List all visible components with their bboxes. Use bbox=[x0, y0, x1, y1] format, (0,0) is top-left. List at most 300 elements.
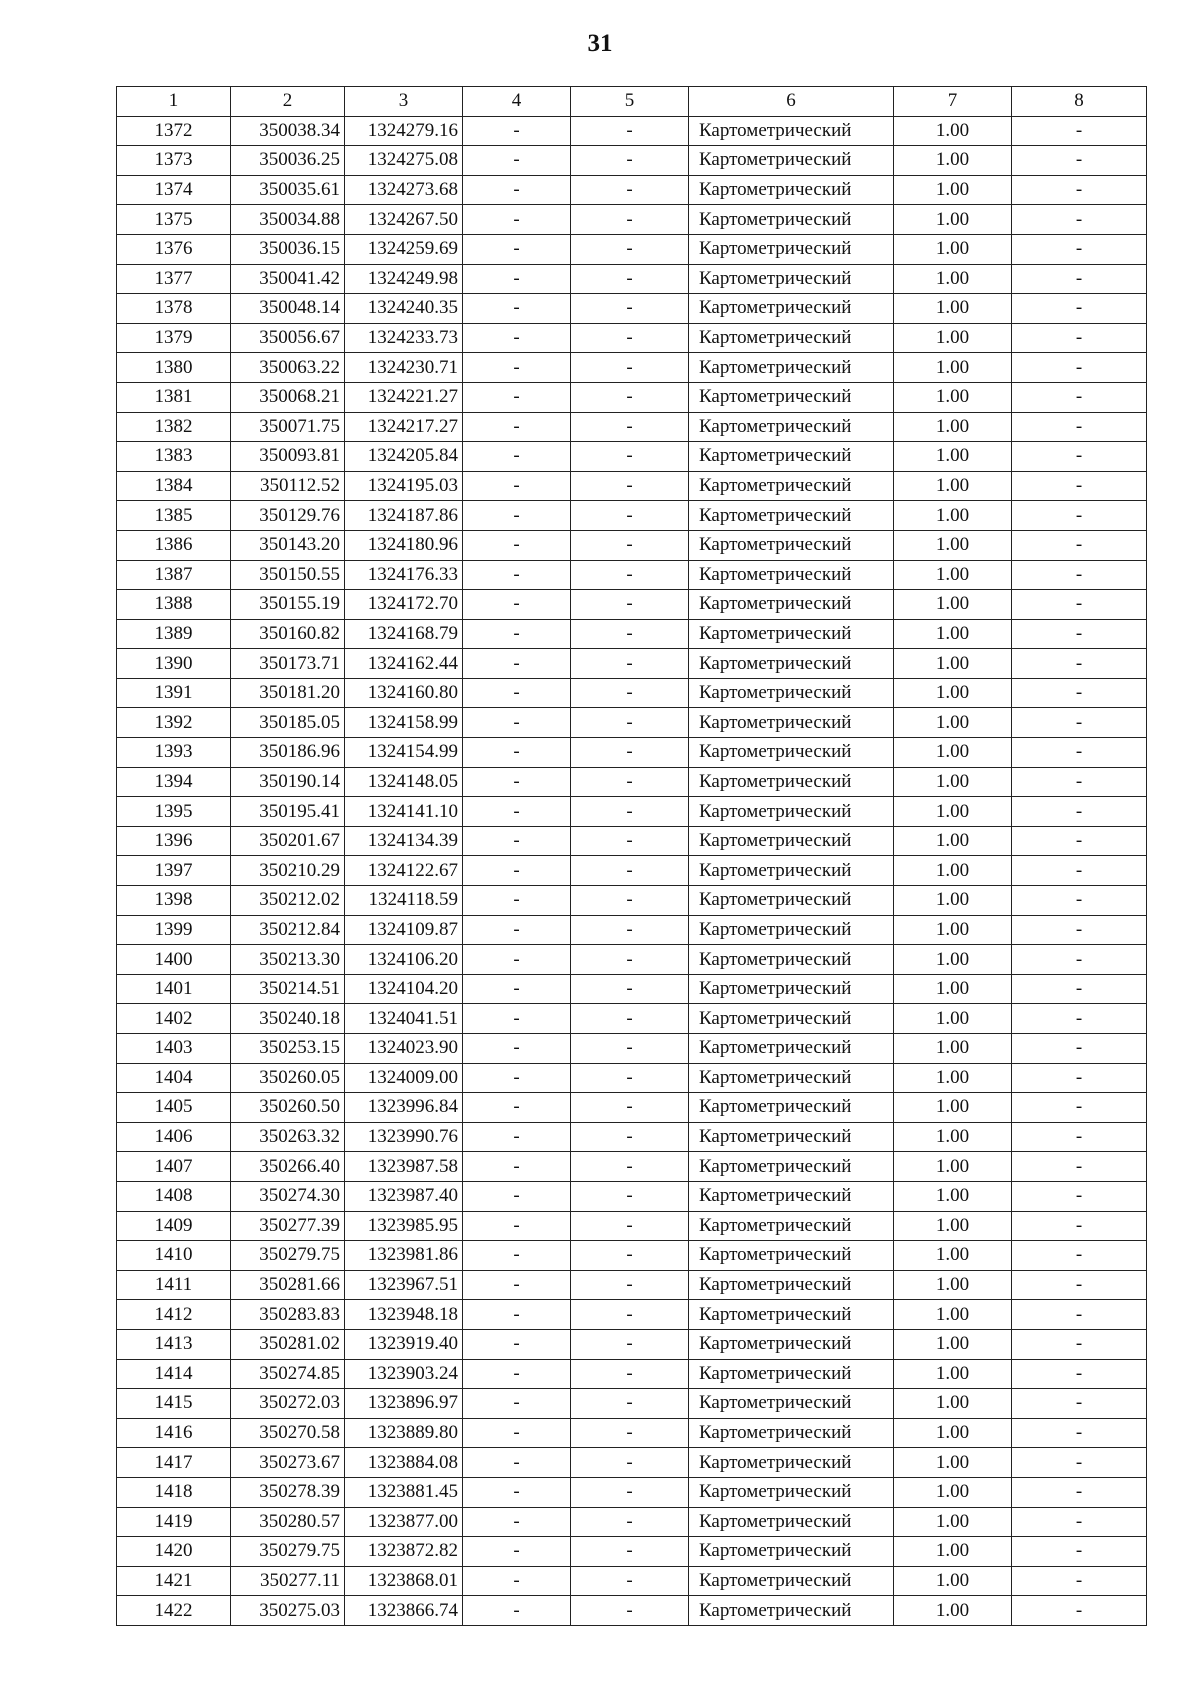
method-cell: Картометрический bbox=[689, 1359, 894, 1389]
point-number-cell: 1406 bbox=[117, 1122, 231, 1152]
y-coordinate-cell: 1323987.40 bbox=[345, 1181, 463, 1211]
column-header: 3 bbox=[345, 87, 463, 117]
x-coordinate-cell: 350071.75 bbox=[231, 412, 345, 442]
point-number-cell: 1409 bbox=[117, 1211, 231, 1241]
point-number-cell: 1410 bbox=[117, 1241, 231, 1271]
column-5-cell: - bbox=[571, 1241, 689, 1271]
x-coordinate-cell: 350160.82 bbox=[231, 619, 345, 649]
column-5-cell: - bbox=[571, 678, 689, 708]
point-number-cell: 1402 bbox=[117, 1004, 231, 1034]
point-number-cell: 1407 bbox=[117, 1152, 231, 1182]
column-4-cell: - bbox=[463, 264, 571, 294]
column-5-cell: - bbox=[571, 797, 689, 827]
column-4-cell: - bbox=[463, 146, 571, 176]
y-coordinate-cell: 1324104.20 bbox=[345, 974, 463, 1004]
point-number-cell: 1389 bbox=[117, 619, 231, 649]
column-8-cell: - bbox=[1012, 945, 1147, 975]
column-4-cell: - bbox=[463, 826, 571, 856]
column-8-cell: - bbox=[1012, 234, 1147, 264]
accuracy-cell: 1.00 bbox=[894, 974, 1012, 1004]
table-row bbox=[117, 1507, 1147, 1537]
column-5-cell: - bbox=[571, 1566, 689, 1596]
x-coordinate-cell: 350181.20 bbox=[231, 678, 345, 708]
point-number-cell: 1372 bbox=[117, 116, 231, 146]
y-coordinate-cell: 1324158.99 bbox=[345, 708, 463, 738]
method-cell: Картометрический bbox=[689, 264, 894, 294]
method-cell: Картометрический bbox=[689, 1063, 894, 1093]
x-coordinate-cell: 350274.85 bbox=[231, 1359, 345, 1389]
point-number-cell: 1403 bbox=[117, 1034, 231, 1064]
column-4-cell: - bbox=[463, 116, 571, 146]
accuracy-cell: 1.00 bbox=[894, 1300, 1012, 1330]
accuracy-cell: 1.00 bbox=[894, 649, 1012, 679]
accuracy-cell: 1.00 bbox=[894, 205, 1012, 235]
table-row bbox=[117, 560, 1147, 590]
column-8-cell: - bbox=[1012, 264, 1147, 294]
column-8-cell: - bbox=[1012, 1181, 1147, 1211]
y-coordinate-cell: 1324141.10 bbox=[345, 797, 463, 827]
column-4-cell: - bbox=[463, 767, 571, 797]
method-cell: Картометрический bbox=[689, 738, 894, 768]
table-row bbox=[117, 856, 1147, 886]
column-4-cell: - bbox=[463, 294, 571, 324]
column-4-cell: - bbox=[463, 1241, 571, 1271]
column-8-cell: - bbox=[1012, 856, 1147, 886]
accuracy-cell: 1.00 bbox=[894, 353, 1012, 383]
column-5-cell: - bbox=[571, 560, 689, 590]
method-cell: Картометрический bbox=[689, 205, 894, 235]
x-coordinate-cell: 350038.34 bbox=[231, 116, 345, 146]
column-5-cell: - bbox=[571, 1152, 689, 1182]
y-coordinate-cell: 1323868.01 bbox=[345, 1566, 463, 1596]
accuracy-cell: 1.00 bbox=[894, 1329, 1012, 1359]
column-8-cell: - bbox=[1012, 1034, 1147, 1064]
column-8-cell: - bbox=[1012, 886, 1147, 916]
table-row bbox=[117, 1270, 1147, 1300]
column-8-cell: - bbox=[1012, 678, 1147, 708]
method-cell: Картометрический bbox=[689, 560, 894, 590]
table-row bbox=[117, 915, 1147, 945]
method-cell: Картометрический bbox=[689, 1300, 894, 1330]
method-cell: Картометрический bbox=[689, 382, 894, 412]
accuracy-cell: 1.00 bbox=[894, 501, 1012, 531]
method-cell: Картометрический bbox=[689, 175, 894, 205]
point-number-cell: 1381 bbox=[117, 382, 231, 412]
y-coordinate-cell: 1323985.95 bbox=[345, 1211, 463, 1241]
column-5-cell: - bbox=[571, 234, 689, 264]
column-8-cell: - bbox=[1012, 323, 1147, 353]
accuracy-cell: 1.00 bbox=[894, 945, 1012, 975]
x-coordinate-cell: 350272.03 bbox=[231, 1389, 345, 1419]
column-5-cell: - bbox=[571, 1300, 689, 1330]
table-header-row bbox=[117, 87, 1147, 117]
x-coordinate-cell: 350279.75 bbox=[231, 1241, 345, 1271]
point-number-cell: 1386 bbox=[117, 530, 231, 560]
column-8-cell: - bbox=[1012, 915, 1147, 945]
method-cell: Картометрический bbox=[689, 323, 894, 353]
point-number-cell: 1421 bbox=[117, 1566, 231, 1596]
accuracy-cell: 1.00 bbox=[894, 1181, 1012, 1211]
x-coordinate-cell: 350270.58 bbox=[231, 1418, 345, 1448]
y-coordinate-cell: 1324180.96 bbox=[345, 530, 463, 560]
method-cell: Картометрический bbox=[689, 1211, 894, 1241]
accuracy-cell: 1.00 bbox=[894, 323, 1012, 353]
method-cell: Картометрический bbox=[689, 619, 894, 649]
accuracy-cell: 1.00 bbox=[894, 1566, 1012, 1596]
column-4-cell: - bbox=[463, 856, 571, 886]
accuracy-cell: 1.00 bbox=[894, 1507, 1012, 1537]
column-5-cell: - bbox=[571, 1181, 689, 1211]
point-number-cell: 1373 bbox=[117, 146, 231, 176]
column-4-cell: - bbox=[463, 738, 571, 768]
column-5-cell: - bbox=[571, 471, 689, 501]
accuracy-cell: 1.00 bbox=[894, 738, 1012, 768]
y-coordinate-cell: 1324154.99 bbox=[345, 738, 463, 768]
x-coordinate-cell: 350275.03 bbox=[231, 1596, 345, 1626]
point-number-cell: 1400 bbox=[117, 945, 231, 975]
point-number-cell: 1419 bbox=[117, 1507, 231, 1537]
y-coordinate-cell: 1324160.80 bbox=[345, 678, 463, 708]
accuracy-cell: 1.00 bbox=[894, 116, 1012, 146]
column-5-cell: - bbox=[571, 412, 689, 442]
column-header: 6 bbox=[689, 87, 894, 117]
method-cell: Картометрический bbox=[689, 678, 894, 708]
column-5-cell: - bbox=[571, 323, 689, 353]
point-number-cell: 1378 bbox=[117, 294, 231, 324]
table-row bbox=[117, 797, 1147, 827]
method-cell: Картометрический bbox=[689, 353, 894, 383]
y-coordinate-cell: 1324205.84 bbox=[345, 442, 463, 472]
column-8-cell: - bbox=[1012, 1300, 1147, 1330]
column-8-cell: - bbox=[1012, 1004, 1147, 1034]
column-4-cell: - bbox=[463, 1537, 571, 1567]
method-cell: Картометрический bbox=[689, 1241, 894, 1271]
point-number-cell: 1374 bbox=[117, 175, 231, 205]
column-4-cell: - bbox=[463, 1359, 571, 1389]
column-5-cell: - bbox=[571, 264, 689, 294]
table-row bbox=[117, 1152, 1147, 1182]
x-coordinate-cell: 350281.66 bbox=[231, 1270, 345, 1300]
x-coordinate-cell: 350143.20 bbox=[231, 530, 345, 560]
y-coordinate-cell: 1324221.27 bbox=[345, 382, 463, 412]
y-coordinate-cell: 1324267.50 bbox=[345, 205, 463, 235]
column-8-cell: - bbox=[1012, 382, 1147, 412]
column-4-cell: - bbox=[463, 1596, 571, 1626]
column-4-cell: - bbox=[463, 797, 571, 827]
column-5-cell: - bbox=[571, 442, 689, 472]
accuracy-cell: 1.00 bbox=[894, 708, 1012, 738]
accuracy-cell: 1.00 bbox=[894, 1270, 1012, 1300]
point-number-cell: 1383 bbox=[117, 442, 231, 472]
accuracy-cell: 1.00 bbox=[894, 146, 1012, 176]
method-cell: Картометрический bbox=[689, 797, 894, 827]
method-cell: Картометрический bbox=[689, 530, 894, 560]
point-number-cell: 1391 bbox=[117, 678, 231, 708]
x-coordinate-cell: 350068.21 bbox=[231, 382, 345, 412]
accuracy-cell: 1.00 bbox=[894, 1477, 1012, 1507]
column-5-cell: - bbox=[571, 1063, 689, 1093]
column-4-cell: - bbox=[463, 1477, 571, 1507]
column-8-cell: - bbox=[1012, 1418, 1147, 1448]
accuracy-cell: 1.00 bbox=[894, 590, 1012, 620]
column-4-cell: - bbox=[463, 945, 571, 975]
point-number-cell: 1416 bbox=[117, 1418, 231, 1448]
x-coordinate-cell: 350210.29 bbox=[231, 856, 345, 886]
accuracy-cell: 1.00 bbox=[894, 1063, 1012, 1093]
method-cell: Картометрический bbox=[689, 1389, 894, 1419]
method-cell: Картометрический bbox=[689, 915, 894, 945]
accuracy-cell: 1.00 bbox=[894, 1241, 1012, 1271]
y-coordinate-cell: 1323981.86 bbox=[345, 1241, 463, 1271]
x-coordinate-cell: 350155.19 bbox=[231, 590, 345, 620]
y-coordinate-cell: 1324118.59 bbox=[345, 886, 463, 916]
column-4-cell: - bbox=[463, 1211, 571, 1241]
column-5-cell: - bbox=[571, 1418, 689, 1448]
accuracy-cell: 1.00 bbox=[894, 264, 1012, 294]
column-4-cell: - bbox=[463, 1152, 571, 1182]
column-8-cell: - bbox=[1012, 1241, 1147, 1271]
column-4-cell: - bbox=[463, 1093, 571, 1123]
method-cell: Картометрический bbox=[689, 1122, 894, 1152]
column-5-cell: - bbox=[571, 856, 689, 886]
x-coordinate-cell: 350213.30 bbox=[231, 945, 345, 975]
point-number-cell: 1396 bbox=[117, 826, 231, 856]
column-5-cell: - bbox=[571, 590, 689, 620]
column-8-cell: - bbox=[1012, 471, 1147, 501]
point-number-cell: 1382 bbox=[117, 412, 231, 442]
column-header: 8 bbox=[1012, 87, 1147, 117]
y-coordinate-cell: 1324273.68 bbox=[345, 175, 463, 205]
point-number-cell: 1394 bbox=[117, 767, 231, 797]
table-row bbox=[117, 116, 1147, 146]
x-coordinate-cell: 350150.55 bbox=[231, 560, 345, 590]
method-cell: Картометрический bbox=[689, 649, 894, 679]
y-coordinate-cell: 1323990.76 bbox=[345, 1122, 463, 1152]
method-cell: Картометрический bbox=[689, 1270, 894, 1300]
method-cell: Картометрический bbox=[689, 856, 894, 886]
y-coordinate-cell: 1324109.87 bbox=[345, 915, 463, 945]
x-coordinate-cell: 350173.71 bbox=[231, 649, 345, 679]
y-coordinate-cell: 1324041.51 bbox=[345, 1004, 463, 1034]
column-4-cell: - bbox=[463, 175, 571, 205]
column-4-cell: - bbox=[463, 442, 571, 472]
y-coordinate-cell: 1323884.08 bbox=[345, 1448, 463, 1478]
y-coordinate-cell: 1324240.35 bbox=[345, 294, 463, 324]
column-8-cell: - bbox=[1012, 412, 1147, 442]
y-coordinate-cell: 1323889.80 bbox=[345, 1418, 463, 1448]
column-5-cell: - bbox=[571, 945, 689, 975]
column-8-cell: - bbox=[1012, 205, 1147, 235]
table-row bbox=[117, 264, 1147, 294]
table-row bbox=[117, 678, 1147, 708]
x-coordinate-cell: 350283.83 bbox=[231, 1300, 345, 1330]
table-row bbox=[117, 1596, 1147, 1626]
accuracy-cell: 1.00 bbox=[894, 1122, 1012, 1152]
column-5-cell: - bbox=[571, 1004, 689, 1034]
page-number: 31 bbox=[587, 30, 613, 57]
point-number-cell: 1412 bbox=[117, 1300, 231, 1330]
column-8-cell: - bbox=[1012, 353, 1147, 383]
column-8-cell: - bbox=[1012, 797, 1147, 827]
table-row bbox=[117, 442, 1147, 472]
column-8-cell: - bbox=[1012, 738, 1147, 768]
method-cell: Картометрический bbox=[689, 116, 894, 146]
y-coordinate-cell: 1324249.98 bbox=[345, 264, 463, 294]
x-coordinate-cell: 350266.40 bbox=[231, 1152, 345, 1182]
column-4-cell: - bbox=[463, 974, 571, 1004]
coordinates-table bbox=[116, 86, 1147, 1626]
accuracy-cell: 1.00 bbox=[894, 915, 1012, 945]
column-8-cell: - bbox=[1012, 294, 1147, 324]
method-cell: Картометрический bbox=[689, 974, 894, 1004]
table-row bbox=[117, 1448, 1147, 1478]
table-row bbox=[117, 886, 1147, 916]
table-row bbox=[117, 1537, 1147, 1567]
column-5-cell: - bbox=[571, 1034, 689, 1064]
point-number-cell: 1422 bbox=[117, 1596, 231, 1626]
column-8-cell: - bbox=[1012, 1329, 1147, 1359]
method-cell: Картометрический bbox=[689, 234, 894, 264]
column-5-cell: - bbox=[571, 649, 689, 679]
method-cell: Картометрический bbox=[689, 1507, 894, 1537]
y-coordinate-cell: 1324009.00 bbox=[345, 1063, 463, 1093]
method-cell: Картометрический bbox=[689, 442, 894, 472]
column-4-cell: - bbox=[463, 234, 571, 264]
y-coordinate-cell: 1324233.73 bbox=[345, 323, 463, 353]
y-coordinate-cell: 1324217.27 bbox=[345, 412, 463, 442]
point-number-cell: 1375 bbox=[117, 205, 231, 235]
x-coordinate-cell: 350279.75 bbox=[231, 1537, 345, 1567]
column-4-cell: - bbox=[463, 1389, 571, 1419]
table-row bbox=[117, 1359, 1147, 1389]
table-row bbox=[117, 708, 1147, 738]
column-8-cell: - bbox=[1012, 1389, 1147, 1419]
table-row bbox=[117, 1004, 1147, 1034]
column-4-cell: - bbox=[463, 412, 571, 442]
table-row bbox=[117, 530, 1147, 560]
x-coordinate-cell: 350036.15 bbox=[231, 234, 345, 264]
table-row bbox=[117, 323, 1147, 353]
x-coordinate-cell: 350278.39 bbox=[231, 1477, 345, 1507]
x-coordinate-cell: 350277.39 bbox=[231, 1211, 345, 1241]
column-4-cell: - bbox=[463, 649, 571, 679]
column-4-cell: - bbox=[463, 1270, 571, 1300]
accuracy-cell: 1.00 bbox=[894, 560, 1012, 590]
column-8-cell: - bbox=[1012, 530, 1147, 560]
column-8-cell: - bbox=[1012, 619, 1147, 649]
y-coordinate-cell: 1324122.67 bbox=[345, 856, 463, 886]
y-coordinate-cell: 1323996.84 bbox=[345, 1093, 463, 1123]
x-coordinate-cell: 350056.67 bbox=[231, 323, 345, 353]
column-5-cell: - bbox=[571, 1507, 689, 1537]
point-number-cell: 1388 bbox=[117, 590, 231, 620]
table-row bbox=[117, 1418, 1147, 1448]
accuracy-cell: 1.00 bbox=[894, 1418, 1012, 1448]
point-number-cell: 1380 bbox=[117, 353, 231, 383]
method-cell: Картометрический bbox=[689, 1448, 894, 1478]
column-8-cell: - bbox=[1012, 501, 1147, 531]
column-4-cell: - bbox=[463, 530, 571, 560]
table-row bbox=[117, 353, 1147, 383]
point-number-cell: 1398 bbox=[117, 886, 231, 916]
table-row bbox=[117, 382, 1147, 412]
column-5-cell: - bbox=[571, 294, 689, 324]
method-cell: Картометрический bbox=[689, 501, 894, 531]
column-5-cell: - bbox=[571, 382, 689, 412]
table-row bbox=[117, 945, 1147, 975]
column-8-cell: - bbox=[1012, 1477, 1147, 1507]
column-8-cell: - bbox=[1012, 1270, 1147, 1300]
accuracy-cell: 1.00 bbox=[894, 234, 1012, 264]
point-number-cell: 1415 bbox=[117, 1389, 231, 1419]
y-coordinate-cell: 1324168.79 bbox=[345, 619, 463, 649]
table-row bbox=[117, 974, 1147, 1004]
point-number-cell: 1414 bbox=[117, 1359, 231, 1389]
column-4-cell: - bbox=[463, 619, 571, 649]
column-8-cell: - bbox=[1012, 1596, 1147, 1626]
point-number-cell: 1420 bbox=[117, 1537, 231, 1567]
column-header: 1 bbox=[117, 87, 231, 117]
table-row bbox=[117, 1122, 1147, 1152]
column-5-cell: - bbox=[571, 708, 689, 738]
column-8-cell: - bbox=[1012, 1211, 1147, 1241]
column-4-cell: - bbox=[463, 1448, 571, 1478]
x-coordinate-cell: 350212.84 bbox=[231, 915, 345, 945]
accuracy-cell: 1.00 bbox=[894, 1034, 1012, 1064]
accuracy-cell: 1.00 bbox=[894, 678, 1012, 708]
column-5-cell: - bbox=[571, 1477, 689, 1507]
accuracy-cell: 1.00 bbox=[894, 1152, 1012, 1182]
table-row bbox=[117, 1389, 1147, 1419]
y-coordinate-cell: 1323872.82 bbox=[345, 1537, 463, 1567]
table-row bbox=[117, 175, 1147, 205]
point-number-cell: 1418 bbox=[117, 1477, 231, 1507]
y-coordinate-cell: 1324176.33 bbox=[345, 560, 463, 590]
table-row bbox=[117, 1211, 1147, 1241]
accuracy-cell: 1.00 bbox=[894, 175, 1012, 205]
column-5-cell: - bbox=[571, 1596, 689, 1626]
y-coordinate-cell: 1323881.45 bbox=[345, 1477, 463, 1507]
x-coordinate-cell: 350063.22 bbox=[231, 353, 345, 383]
y-coordinate-cell: 1323919.40 bbox=[345, 1329, 463, 1359]
point-number-cell: 1385 bbox=[117, 501, 231, 531]
method-cell: Картометрический bbox=[689, 1004, 894, 1034]
column-5-cell: - bbox=[571, 826, 689, 856]
x-coordinate-cell: 350260.50 bbox=[231, 1093, 345, 1123]
accuracy-cell: 1.00 bbox=[894, 826, 1012, 856]
column-8-cell: - bbox=[1012, 708, 1147, 738]
method-cell: Картометрический bbox=[689, 1418, 894, 1448]
column-5-cell: - bbox=[571, 1359, 689, 1389]
table-row bbox=[117, 767, 1147, 797]
column-header: 7 bbox=[894, 87, 1012, 117]
column-5-cell: - bbox=[571, 175, 689, 205]
column-5-cell: - bbox=[571, 146, 689, 176]
y-coordinate-cell: 1323967.51 bbox=[345, 1270, 463, 1300]
column-5-cell: - bbox=[571, 353, 689, 383]
point-number-cell: 1393 bbox=[117, 738, 231, 768]
method-cell: Картометрический bbox=[689, 886, 894, 916]
column-4-cell: - bbox=[463, 1329, 571, 1359]
accuracy-cell: 1.00 bbox=[894, 1359, 1012, 1389]
accuracy-cell: 1.00 bbox=[894, 1004, 1012, 1034]
column-4-cell: - bbox=[463, 353, 571, 383]
y-coordinate-cell: 1324148.05 bbox=[345, 767, 463, 797]
method-cell: Картометрический bbox=[689, 826, 894, 856]
point-number-cell: 1417 bbox=[117, 1448, 231, 1478]
column-5-cell: - bbox=[571, 1537, 689, 1567]
x-coordinate-cell: 350253.15 bbox=[231, 1034, 345, 1064]
